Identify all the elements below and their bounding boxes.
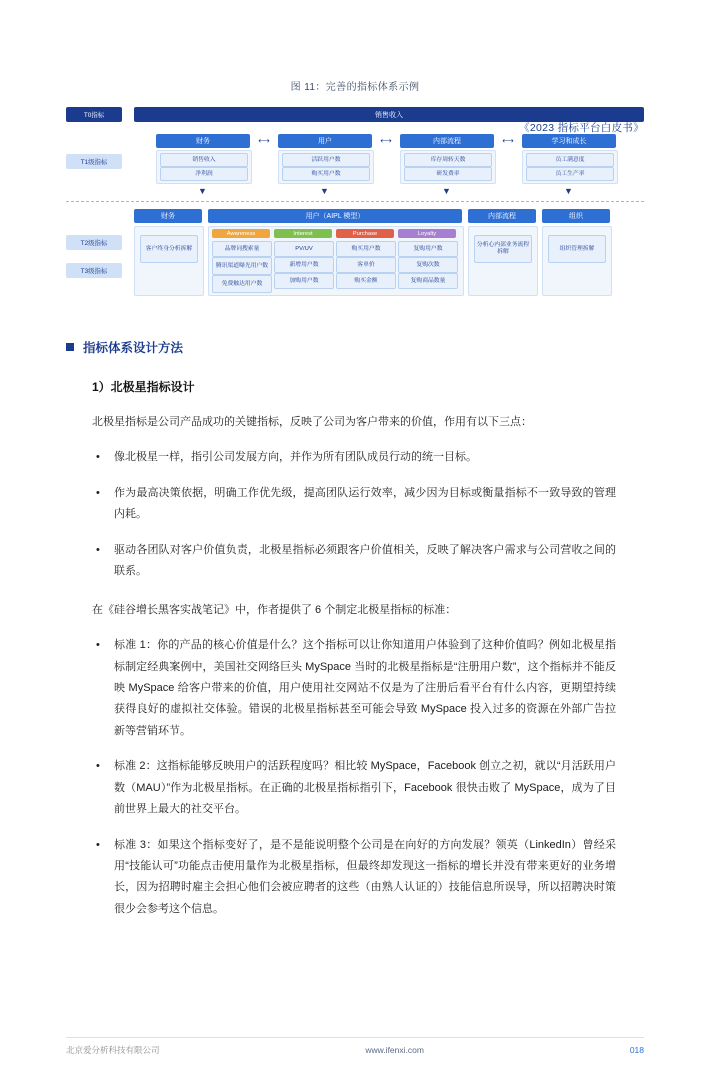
section-heading xyxy=(66,338,644,356)
list-item-text: 驱动各团队对客户价值负责，北极星指标必须跟客户价值相关，反映了解决客户需求与公司营收之间的联系。 xyxy=(114,543,616,578)
aipl-tab-loyalty: Loyalty xyxy=(398,229,456,238)
subsection-heading: 1）北极星指标设计 xyxy=(92,380,195,394)
standards-list xyxy=(66,635,644,920)
aipl-i-metric-3: 加购用户数 xyxy=(274,273,334,289)
aipl-l-metric-3: 复购商品数量 xyxy=(398,273,458,289)
list-bullet: • xyxy=(96,760,100,773)
list-item xyxy=(96,483,616,526)
arrow-finance-user: ⟷ xyxy=(258,136,270,145)
aipl-p-metric-3: 购买金额 xyxy=(336,273,396,289)
list-bullet: • xyxy=(96,838,100,851)
list-item xyxy=(96,756,616,820)
row2-title-org: 组织 xyxy=(542,209,610,223)
aipl-tab-purchase: Purchase xyxy=(336,229,394,238)
top-metric-bar: 销售收入 xyxy=(134,107,644,122)
document-page xyxy=(0,78,710,1082)
arrow-process-growth: ⟷ xyxy=(502,136,514,145)
row1-title-growth: 学习和成长 xyxy=(522,134,616,148)
metric-process-1: 库存周转天数 xyxy=(404,153,492,167)
row2-box-finance: 客户终身分析拆解 xyxy=(140,235,198,263)
list-item xyxy=(96,447,616,468)
metric-user-1: 活跃用户数 xyxy=(282,153,370,167)
arrow-down-finance: ▼ xyxy=(198,186,207,196)
arrow-user-process: ⟷ xyxy=(380,136,392,145)
list-item xyxy=(96,635,616,742)
page-footer xyxy=(0,1044,710,1056)
list-item-text: 标准 2：这指标能够反映用户的活跃程度吗？相比较 MySpace，Facebook 创立之初，就以“月活跃用户数（MAU）”作为北极星指标。在正确的北极星指标指引下，Facebook 很快击败了 MySpace，成为了目前世界上最大的社交平台。 xyxy=(114,760,616,816)
aipl-a-metric-2: 腾讯渠道曝光用户数 xyxy=(212,257,272,275)
level-tag-t1: T1级指标 xyxy=(66,154,122,169)
row1-title-process: 内部流程 xyxy=(400,134,494,148)
aipl-p-metric-1: 购买用户数 xyxy=(336,241,396,257)
footer-page-number: 018 xyxy=(629,1045,644,1055)
metric-growth-1: 员工满意度 xyxy=(526,153,614,167)
aipl-i-metric-1: PV/UV xyxy=(274,241,334,257)
list-bullet: • xyxy=(96,543,100,556)
footer-company: 北京爱分析科技有限公司 xyxy=(66,1045,160,1055)
list-item-text: 标准 1：你的产品的核心价值是什么？这个指标可以让你知道用户体验到了这种价值吗？例如北极星指标制定经典案例中，美国社交网络巨头 MySpace 当时的北极星指标是“注册用户数”，这个指标并不能反映 MySpace 给客户带来的价值，用户使用社交网站不仅是为了注册后看平台有什么内容，更期望持续获得良好的虚拟社交体验。错误的北极星指标甚至可能会导致 MySpace 投入过多的资源在外部广告拉新等营销环节。 xyxy=(114,639,616,737)
metric-finance-2: 净利润 xyxy=(160,167,248,181)
list-bullet: • xyxy=(96,639,100,652)
standards-intro-paragraph: 在《硅谷增长黑客实战笔记》中，作者提供了 6 个制定北极星指标的标准： xyxy=(92,603,457,616)
metric-system-figure xyxy=(66,107,644,314)
metric-growth-2: 员工生产率 xyxy=(526,167,614,181)
aipl-a-metric-3: 免费触达用户数 xyxy=(212,275,272,293)
footer-website[interactable]: www.ifenxi.com xyxy=(365,1045,424,1055)
figure-caption: 图 11：完善的指标体系示例 xyxy=(290,82,420,93)
level-tag-t2: T2级指标 xyxy=(66,235,122,250)
metric-finance-1: 销售收入 xyxy=(160,153,248,167)
list-item xyxy=(96,540,616,583)
aipl-p-metric-2: 客单价 xyxy=(336,257,396,273)
row1-title-finance: 财务 xyxy=(156,134,250,148)
aipl-tab-interest: Interest xyxy=(274,229,332,238)
metric-process-2: 研发费率 xyxy=(404,167,492,181)
aipl-tab-awareness: Awareness xyxy=(212,229,270,238)
row1-title-user: 用户 xyxy=(278,134,372,148)
bullet-square-icon xyxy=(66,343,74,351)
row2-title-user: 用户（AIPL 模型） xyxy=(208,209,462,223)
level-tag-t3: T3级指标 xyxy=(66,263,122,278)
list-item-text: 像北极星一样，指引公司发展方向，并作为所有团队成员行动的统一目标。 xyxy=(114,451,477,464)
document-header-title: 《2023 指标平台白皮书》 xyxy=(519,122,644,134)
aipl-i-metric-2: 新增用户数 xyxy=(274,257,334,273)
row2-title-process: 内部流程 xyxy=(468,209,536,223)
figure-divider xyxy=(66,201,644,202)
row2-box-process: 分析心内部业务流程拆解 xyxy=(474,235,532,263)
list-bullet: • xyxy=(96,486,100,499)
arrow-down-user: ▼ xyxy=(320,186,329,196)
aipl-l-metric-1: 复购用户数 xyxy=(398,241,458,257)
list-bullet: • xyxy=(96,451,100,464)
list-item-text: 作为最高决策依据，明确工作优先级，提高团队运行效率，减少因为目标或衡量指标不一致导致的管理内耗。 xyxy=(114,486,616,521)
benefit-list xyxy=(66,447,644,582)
list-item xyxy=(96,835,616,921)
arrow-down-process: ▼ xyxy=(442,186,451,196)
row2-box-org: 组织管理拆解 xyxy=(548,235,606,263)
section-heading-label: 指标体系设计方法 xyxy=(83,341,184,355)
aipl-l-metric-2: 复购次数 xyxy=(398,257,458,273)
arrow-down-growth: ▼ xyxy=(564,186,573,196)
level-tag-t0: T0指标 xyxy=(66,107,122,122)
footer-divider xyxy=(66,1037,644,1038)
aipl-a-metric-1: 品牌词搜索量 xyxy=(212,241,272,257)
metric-user-2: 购买用户数 xyxy=(282,167,370,181)
row2-title-finance: 财务 xyxy=(134,209,202,223)
list-item-text: 标准 3：如果这个指标变好了，是不是能说明整个公司是在向好的方向发展？领英（LinkedIn）曾经采用“技能认可”功能点击使用量作为北极星指标，但最终却发现这一指标的增长并没有带来更好的业务增长，因为招聘时雇主会担心他们会被应聘者的这些（由熟人认证的）技能信息所误导，所以招聘决时策很少会参考这个信息。 xyxy=(114,838,616,915)
intro-paragraph: 北极星指标是公司产品成功的关键指标，反映了公司为客户带来的价值，作用有以下三点： xyxy=(92,416,532,428)
